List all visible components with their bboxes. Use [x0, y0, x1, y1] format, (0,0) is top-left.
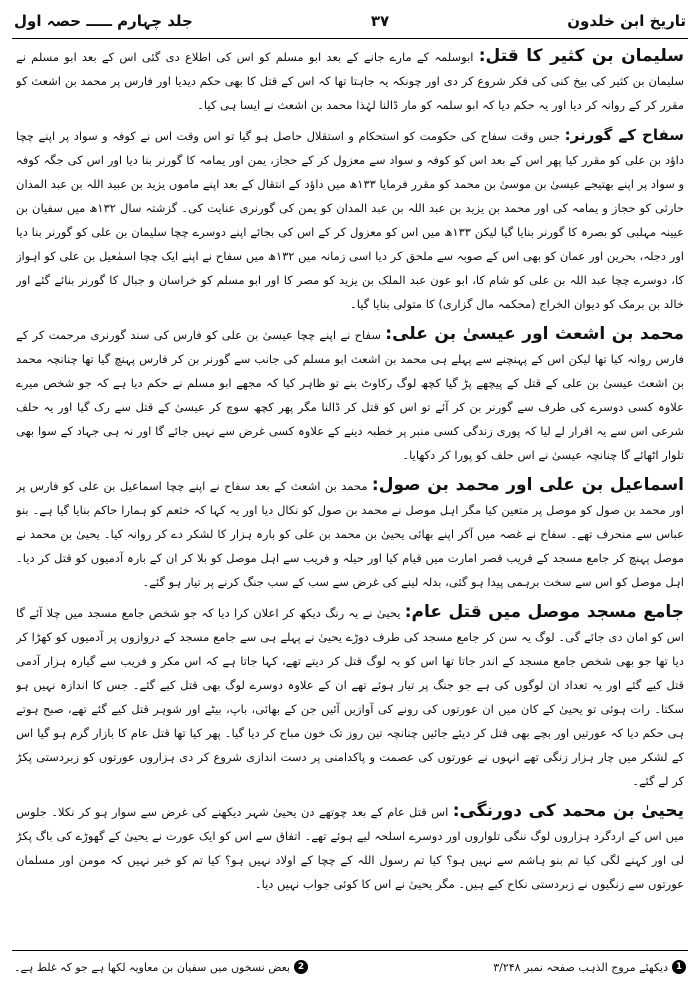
section-text: سفاح نے اپنے چچا عیسیٰ بن علی کو فارس کی سند گورنری مرحمت کر کے فارس روانہ کیا تھا لیکن اس کے پہنچنے سے پہلے ہی محمد بن اشعث ابو مسلم کی جانب سے گورنر بن کر فارس پہنچ گیا تھا چنانچہ محمد بن اشعث عیسیٰ بن علی کے قتل کے پیچھے پڑ گیا کچھ لوگ رکاوٹ بنے تو ظاہر کیا کہ مجھے ابو مسلم نے حکم دیا ہے کہ جو شخص میرے علاوہ کسی دوسرے کی طرف سے گورنر بن کر آئے تو اس کو قتل کر ڈالنا مگر پھر کچھ سوچ کر عیسیٰ کے قتل سے رک گیا اور یہ حلف شرعی اس سے یہ اقرار لے لیا کہ پوری زندگی کسی منبر پر خطبہ دینے کے علاوہ کسی غرض سے نہیں جائے گا اور نہ ہی جہاد کے سوا بھی تلوار اٹھائے گا چنانچہ عیسیٰ نے اس حلف کو پورا کر دکھایا۔: [16, 328, 684, 462]
section-text: ابوسلمہ کے مارے جانے کے بعد ابو مسلم کو اس کی اطلاع دی گئی اس کے بعد ابو مسلم نے سلیمان بن کثیر کی بیخ کنی کی فکر شروع کر دی اور چونکہ یہ جاہتا تھا کہ اس کے قتل کا بھی حکم دیدیا اور فارس پر محمد بن اشعث کو مقرر کر کے روانہ کر دیا اور یہ حکم دیا کہ ابو سلمہ کو مار ڈالنا لہٰذا محمد بن اشعث نے ایسا ہی کیا۔: [16, 50, 684, 112]
footer-divider: [12, 950, 688, 951]
section-saffah-governors: [16, 123, 684, 316]
section-text: اس قتل عام کے بعد چوتھے دن یحییٰ شہر دیکھنے کی غرض سے سوار ہو کر نکلا۔ جلوس میں اس کے اردگرد ہزاروں لوگ ننگی تلواروں اور دوسرے اسلحہ لیے ہوئے تھے۔ اتفاق سے اس کو ایک عورت نے یحییٰ کے گھوڑے کی باگ پکڑ لی اور کہنے لگی کیا تم بنو ہاشم سے نہیں ہو؟ کیا تم رسول اللہ کے چچا کے اولاد نہیں ہو؟ کیا تم کو خبر نہیں کہ مومن اور مسلمان عورتوں سے زنگیوں نے زبردستی نکاح کیے ہیں۔ مگر یحییٰ نے اس کا کوئی جواب نہیں دیا۔: [16, 805, 684, 891]
section-muhammad-isa: [16, 322, 684, 467]
page-header: [14, 8, 686, 34]
section-title: سلیمان بن کثیر کا قتل:: [478, 46, 684, 66]
footnotes: [14, 955, 686, 979]
section-mosul-massacre: [16, 600, 684, 793]
footnote-2: [14, 960, 308, 974]
footnote-1: [493, 960, 686, 974]
header-divider: [12, 38, 688, 39]
section-title: جامع مسجد موصل میں قتل عام:: [404, 602, 684, 622]
section-yahya-duplicity: [16, 799, 684, 896]
volume-label: جلد چہارم ـــــ حصہ اول: [14, 12, 193, 30]
section-sulaiman-qatl: [16, 44, 684, 117]
section-title: سفاح کے گورنر:: [564, 126, 684, 144]
section-ismail-sul: [16, 473, 684, 594]
page-body: [16, 44, 684, 941]
footnote-number: 1: [672, 960, 686, 974]
section-title: اسماعیل بن علی اور محمد بن صول:: [371, 475, 684, 495]
footnote-text: بعض نسخوں میں سفیان بن معاویہ لکھا ہے جو کہ غلط ہے۔: [14, 960, 291, 974]
page-number: ۳۷: [370, 12, 390, 30]
book-title: تاریخ ابن خلدون: [567, 12, 686, 30]
section-text: یحییٰ نے یہ رنگ دیکھ کر اعلان کرا دیا کہ جو شخص جامع مسجد میں چلا آئے گا اس کو امان دی جائے گی۔ لوگ یہ سن کر جامع مسجد کی طرف دوڑے یحییٰ نے پہلے ہی سے جامع مسجد کے دروازوں پر آدمیوں کو کھڑا کر دیا تھا جو بھی شخص جامع مسجد کے اندر جاتا تھا اس کو یہ لوگ قتل کر دیتے تھے، کہا جاتا ہے کہ اس مکر و فریب سے گیارہ ہزار آدمی قتل کیے گئے اور یہ تعداد ان لوگوں کی ہے جو جنگ پر تیار ہوئے تھے ان کے علاوہ دوسرے لوگ بھی قتل کیے گئے۔ جس کا اندازہ نہیں ہو سکتا۔ رات ہوئی تو یحییٰ کے کان میں ان عورتوں کی رونے کی آوازیں آئیں جن کے بھائی، باپ، بیٹے اور شوہر قتل کیے گئے تھے، صبح ہوتے ہی حکم دیا کہ عورتیں اور بچے بھی قتل کر دیئے جائیں چنانچہ تین روز تک خون مباح کر دیا گیا۔ پھر کیا تھا قتل عام کا بازار گرم ہو گیا اس کے لشکر میں چار ہزار زنگی تھے انہوں نے عورتوں کی عصمت و پاکدامنی پر دست اندازی شروع کر دی ہزاروں عورتوں کو زبردستی پکڑ کر لے گئے۔: [16, 606, 684, 788]
section-title: یحییٰ بن محمد کی دورنگی:: [452, 801, 684, 821]
section-title: محمد بن اشعث اور عیسیٰ بن علی:: [385, 324, 684, 344]
section-text: محمد بن اشعث کے بعد سفاح نے اپنے چچا اسماعیل بن علی کو فارس پر اور محمد بن صول کو موصل پر متعین کیا مگر اہل موصل نے محمد بن صول کو نکال دیا اور یہ کہا کہ خثعم کو ہمارا حاکم بنایا گیا ہے۔ بنو عباس سے منحرف تھے۔ سفاح نے غصہ میں آکر اپنے بھائی یحییٰ بن محمد بن علی کو بارہ ہزار کا لشکر دے کر روانہ کیا۔ یحییٰ بن محمد نے موصل پہنچ کر جامع مسجد کے قریب قصر امارت میں قیام کیا اور حیلہ و فریب سے اہل موصل کو بلا کر ان کے بارہ آدمیوں کو قتل کر دیا۔ اہل موصل کو اس سے سخت برہمی پیدا ہو گئی، بدلہ لینے کی غرض سے سب کے سب جنگ کرنے پر تیار ہو گئے۔: [16, 479, 684, 589]
footnote-number: 2: [294, 960, 308, 974]
footnote-text: دیکھئے مروج الذہب صفحہ نمبر ۳/۲۴۸: [493, 960, 668, 974]
section-text: جس وقت سفاح کی حکومت کو استحکام و استقلال حاصل ہو گیا تو اس وقت اس نے کوفہ و سواد پر اپنے چچا داؤد بن علی کو مقرر کیا پھر اس کے بعد اس کو کوفہ و سواد سے معزول کر کے حجاز، یمن اور یمامہ کا گورنر بنا دیا اور اس کی جگہ کوفہ و سواد پر اپنے بھتیجے عیسیٰ بن موسیٰ بن محمد کو مقرر فرمایا ۱۳۳ھ میں داؤد کے انتقال کے بعد اپنے ماموں یزید بن عبید اللہ بن عبد المدان حارثی کو حجاز و یمامہ کی اور محمد بن یزید بن عبد اللہ بن عبد المدان کو یمن کی گورنری عنایت کی۔ گزشتہ سال ۱۳۲ھ میں سفیان بن عیینہ مہلبی کو بصرہ کا گورنر بنایا گیا لیکن ۱۳۳ھ میں اس کو معزول کر کے اس کی بجائے اپنے دوسرے چچا سلیمان بن علی کو گورنر بنا دیا اور دجلہ، بحرین اور عمان کو بھی اس کے صوبہ سے ملحق کر دیا اسی زمانہ میں ۱۳۲ھ میں سفاح نے اپنے ایک چچا اسمٰعیل بن علی کو اہواز کا، دوسرے چچا عبد اللہ بن علی کو شام کا، ابو عون عبد الملک بن یزید کو مصر کا اور ابو مسلم کو خراسان و جبال کا گورنر بنائے گئے اور خالد بن برمک کو دیوان الخراج (محکمہ مال گزاری) کا متولی بنایا گیا۔: [16, 129, 684, 311]
